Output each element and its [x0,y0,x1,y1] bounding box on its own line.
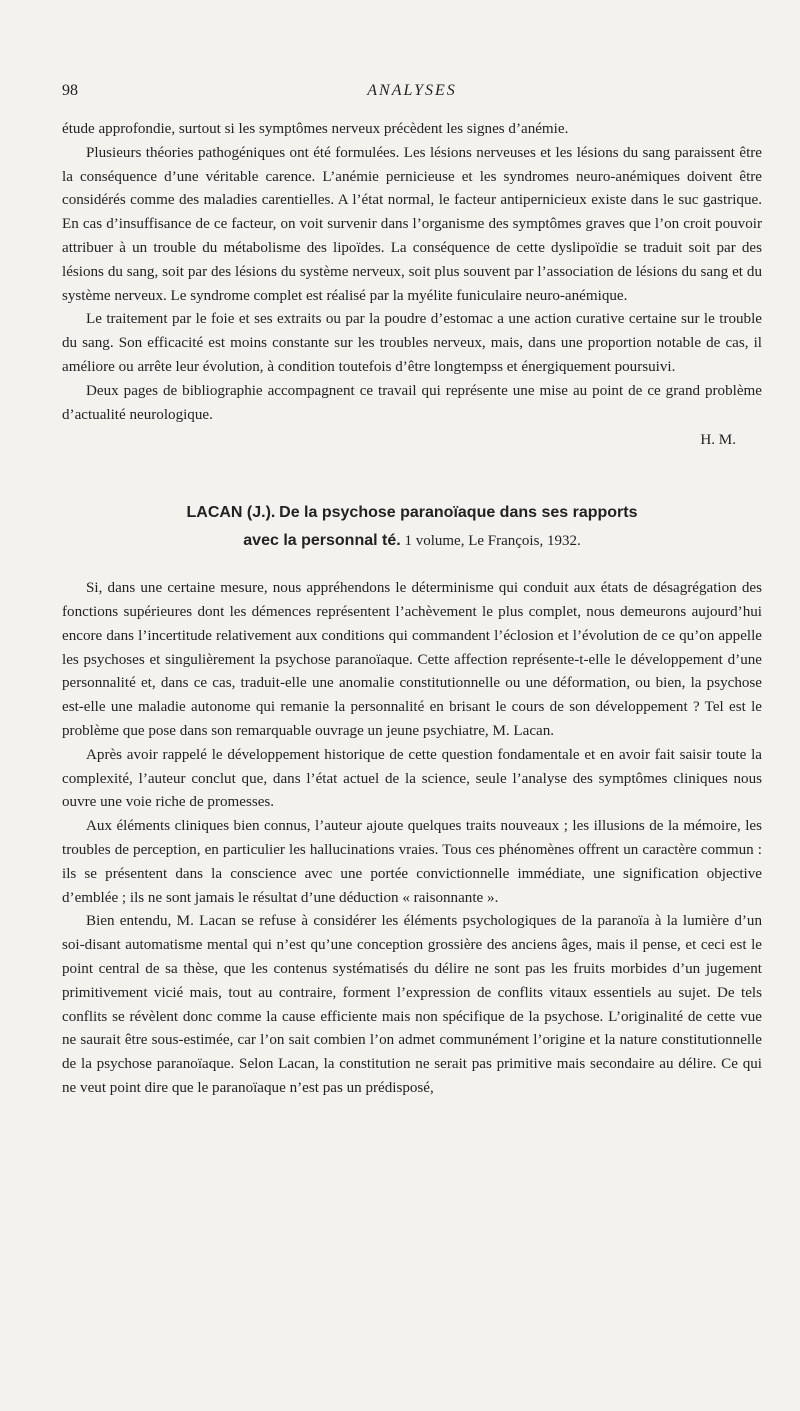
paragraph: Aux éléments cliniques bien connus, l’auteur ajoute quelques traits nouveaux ; les illusions de la mémoire, les troubles de perception, en particulier les hallucinations vraies. Tous ces phénomènes offrent un caractère commun : ils se présentent dans la conscience avec une portée convictionnelle immédiate, une signification objective d’emblée ; ils ne sont jamais le résultat d’une déduction « raisonnante ». [62,818,762,906]
review-heading-line-1 [62,499,762,527]
running-title: ANALYSES [367,82,457,99]
review-hm [62,118,762,453]
page-number: 98 [62,82,78,99]
paragraph: étude approfondie, surtout si les symptômes nerveux précèdent les signes d’anémie. [62,121,569,137]
review-publication: 1 volume, Le François, 1932. [404,533,581,550]
review-title-line-2: avec la personnal té. [243,532,401,550]
paragraph: Si, dans une certaine mesure, nous appréhendons le déterminisme qui conduit aux états de désagrégation des fonctions supérieures dont les démences représentent l’achèvement le plus complet, nous demeurons aujourd’hui encore dans l’incertitude relativement aux conditions qui commandent l’éclosion et l’évolution de ce qu’on appelle les psychoses et singulièrement la psychose paranoïaque. Cette affection représente-t-elle le développement d’une personnalité et, dans ce cas, traduit-elle une anomalie constitutionnelle ou une déformation, ou bien, la psychose est-elle une maladie autonome qui remanie la personnalité en brisant le cours de son développement ? Tel est le problème que pose dans son remarquable ouvrage un jeune psychiatre, M. Lacan. [62,580,762,739]
review-heading-line-2 [62,527,762,555]
review-heading [62,499,762,555]
signature: H. M. [700,432,736,449]
running-header [62,82,762,106]
paragraph: Deux pages de bibliographie accompagnent ce travail qui représente une mise au point de ce grand problème d’actualité neurologique. [62,382,762,423]
paragraph: Après avoir rappelé le développement historique de cette question fondamentale et en avoir fait saisir toute la complexité, l’auteur conclut que, dans l’état actuel de la science, seule l’analyse des symptômes cliniques nous ouvre une voie riche de promesses. [62,746,762,811]
paragraph: Plusieurs théories pathogéniques ont été formulées. Les lésions nerveuses et les lésions du sang paraissent être la conséquence d’une véritable carence. L’anémie pernicieuse et les syndromes neuro-anémiques doivent être considérés comme des maladies carentielles. A l’état normal, le facteur antipernicieux existe dans le suc gastrique. En cas d’insuffisance de ce facteur, on voit survenir dans l’organisme des symptômes graves que l’on croit pouvoir attribuer à un trouble du métabolisme des lipoïdes. La conséquence de cette dyslipoïdie se traduit soit par des lésions du sang, soit par des lésions du système nerveux, soit plus souvent par l’association de lésions du sang et du système nerveux. Le syndrome complet est réalisé par la myélite funiculaire neuro-anémique. [62,144,762,304]
paragraph: Bien entendu, M. Lacan se refuse à considérer les éléments psychologiques de la paranoïa à la lumière d’un soi-disant automatisme mental qui n’est qu’une conception grossière des anciens âges, mais il pense, et ceci est le point central de sa thèse, que les contenus systématisés du délire ne sont pas les fruits morbides d’un jugement primitivement vicié mais, tout au contraire, forment l’expression de conflits vitaux essentiels au sujet. De tels conflits se révèlent donc comme la cause efficiente mais non spécifique de la psychose. L’originalité de cette vue ne saurait être sous-estimée, car l’on sait combien l’on admet communément l’origine et la nature constitutionnelle de la psychose paranoïaque. Selon Lacan, la constitution ne serait pas primitive mais secondaire au délire. Ce qui ne veut point dire que le paranoïaque n’est pas un prédisposé, [62,913,762,1096]
review-lacan [62,499,762,1101]
review-author: LACAN (J.). [186,504,276,522]
paragraph: Le traitement par le foie et ses extraits ou par la poudre d’estomac a une action curative certaine sur le trouble du sang. Son efficacité est moins constante sur les troubles nerveux, mais, dans une proportion notable de cas, il améliore ou arrête leur évolution, à condition toutefois d’être longtempss et énergiquement poursuivi. [62,311,762,375]
body-text [62,118,762,1101]
review-title-line-1: De la psychose paranoïaque dans ses rapports [279,504,638,522]
